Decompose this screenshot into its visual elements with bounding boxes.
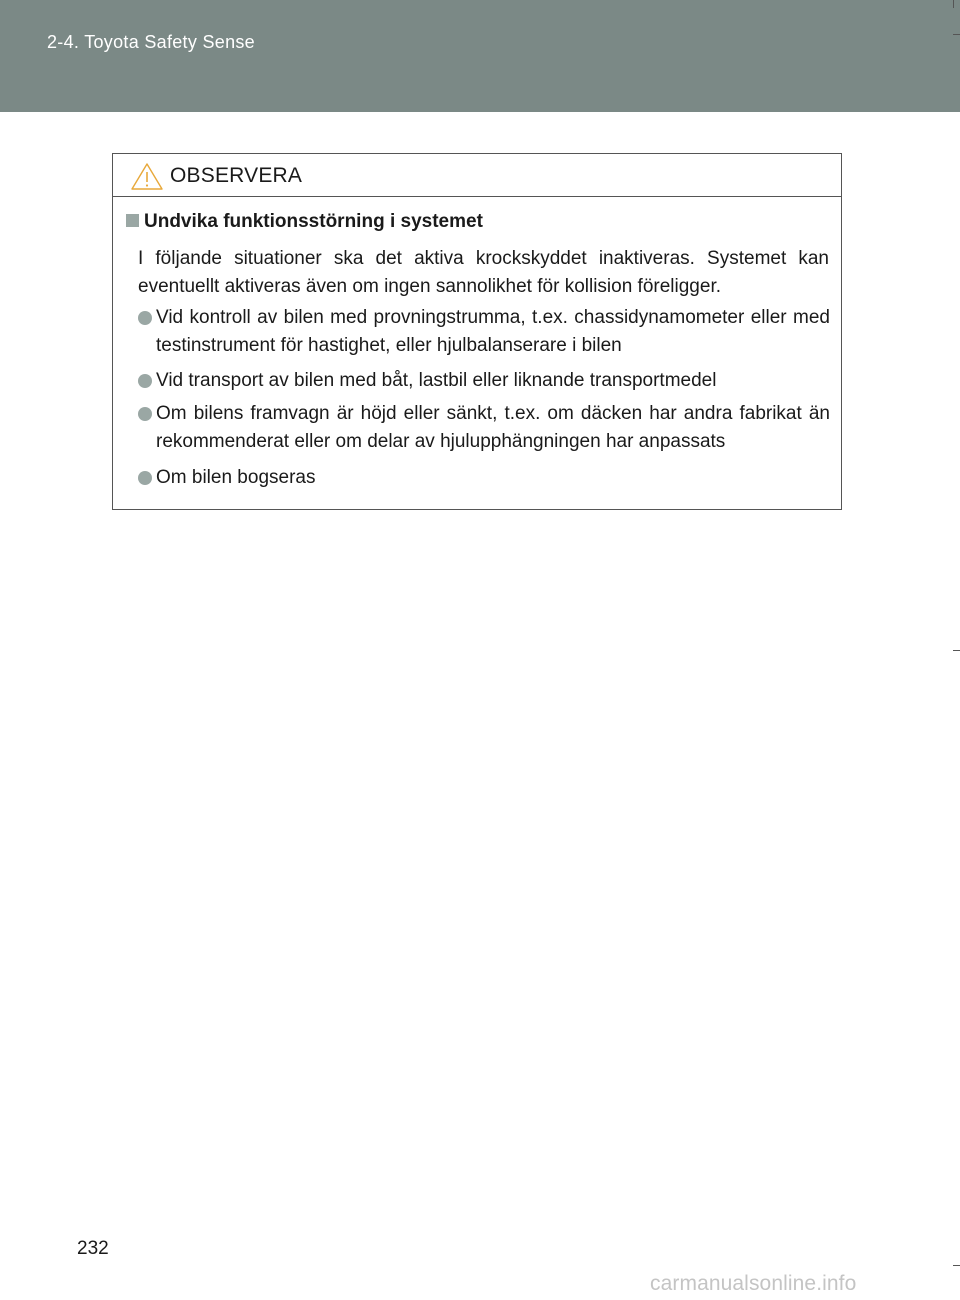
- list-item: [138, 304, 830, 360]
- list-item: [138, 367, 830, 395]
- list-item: [138, 464, 830, 492]
- circle-bullet-icon: [138, 311, 152, 325]
- square-bullet-icon: [126, 214, 139, 227]
- intro-paragraph: I följande situationer ska det aktiva krockskyddet inaktiveras. Systemet kan eventuellt aktiveras även om ingen sannolikhet för kollision föreligger.: [138, 248, 829, 297]
- list-item-text: Om bilen bogseras: [156, 467, 316, 488]
- crop-mark: [953, 0, 954, 8]
- caution-box: [112, 153, 842, 510]
- warning-triangle-icon: [130, 162, 164, 191]
- circle-bullet-icon: [138, 471, 152, 485]
- crop-mark: [953, 650, 960, 651]
- caution-header: [113, 154, 841, 197]
- crop-mark: [953, 1265, 960, 1266]
- list-item: [138, 400, 830, 456]
- section-heading-text: Undvika funktionsstörning i systemet: [144, 211, 483, 232]
- circle-bullet-icon: [138, 374, 152, 388]
- crop-mark: [953, 34, 960, 35]
- section-title: 2-4. Toyota Safety Sense: [47, 32, 255, 52]
- circle-bullet-icon: [138, 407, 152, 421]
- page-header: [0, 0, 960, 112]
- list-item-text: Vid kontroll av bilen med provningstrumma, t.ex. chassidynamometer eller med testinstrument för hastighet, eller hjulbalanserare i bilen: [156, 307, 830, 356]
- list-item-text: Om bilens framvagn är höjd eller sänkt, t.ex. om däcken har andra fabrikat än rekommenderat eller om delar av hjulupphängningen har anpassats: [156, 403, 830, 452]
- list-item-text: Vid transport av bilen med båt, lastbil eller liknande transportmedel: [156, 370, 717, 391]
- section-heading: [126, 211, 483, 233]
- watermark: carmanualsonline.info: [650, 1272, 857, 1295]
- page-number: 232: [77, 1238, 109, 1259]
- caution-title: OBSERVERA: [170, 164, 303, 187]
